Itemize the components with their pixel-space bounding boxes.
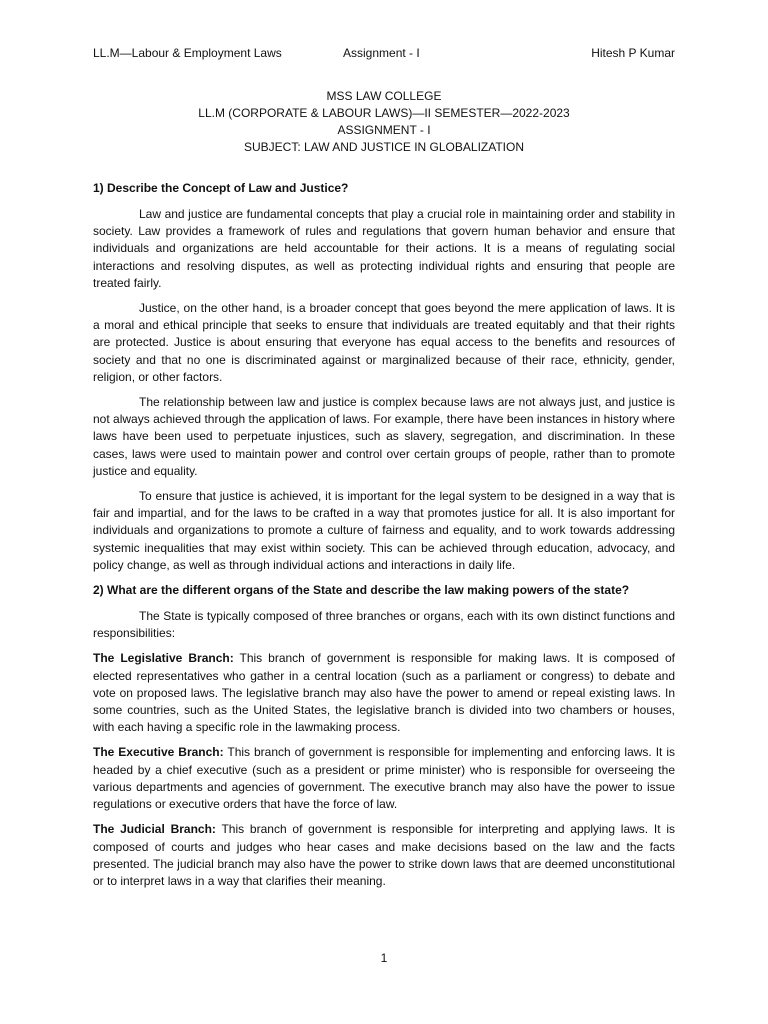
q1-paragraph: Justice, on the other hand, is a broader concept that goes beyond the mere application of laws. It is a moral and ethical principle that seeks to ensure that individuals are treated equitably and that their rights are protected. Justice is about ensuring that everyone has equal access to the benefits and resources of society and that no one is discriminated against or marginalized because of their race, ethnicity, gender, religion, or other factors. [93,301,675,384]
executive-branch-paragraph [93,744,675,813]
question-1-heading: 1) Describe the Concept of Law and Justice? [93,181,349,195]
q1-paragraph: The relationship between law and justice is complex because laws are not always just, and justice is not always achieved through the application of laws. For example, there have been instances in history where laws have been used to perpetuate injustices, such as slavery, segregation, and discrimination. In these cases, laws were used to maintain power and control over certain groups of people, rather than to promote justice and equality. [93,395,675,478]
header-author: Hitesh P Kumar [591,46,675,60]
legislative-branch-text: This branch of government is responsible for making laws. It is composed of elected representatives who gather in a central location (such as a parliament or congress) to debate and vote on proposed laws. The legislative branch may also have the power to amend or repeal existing laws. In some countries, such as the United States, the legislative branch is divided into two chambers or houses, with each having a specific role in the lawmaking process. [93,651,675,735]
judicial-branch-text: This branch of government is responsible for interpreting and applying laws. It is composed of courts and judges who hear cases and make decisions based on the law and the facts presented. The judicial branch may also have the power to strike down laws that are deemed unconstitutional or to interpret laws in a way that clarifies their meaning. [93,822,675,888]
legislative-branch-paragraph [93,650,675,736]
header-assignment: Assignment - I [343,46,420,60]
executive-branch-label: The Executive Branch: [93,745,224,760]
question-2-heading: 2) What are the different organs of the State and describe the law making powers of the state? [93,583,630,598]
q2-intro: The State is typically composed of three branches or organs, each with its own distinct functions and responsibilities: [93,609,675,641]
q1-paragraph: To ensure that justice is achieved, it is important for the legal system to be designed in a way that is fair and impartial, and for the laws to be crafted in a way that promotes justice for all. It is also important for individuals and organizations to promote a culture of fairness and equality, and to work towards addressing systemic inequalities that may exist within society. This can be achieved through education, advocacy, and policy change, as well as through individual actions and interactions in daily life. [93,489,675,572]
judicial-branch-paragraph [93,821,675,890]
q1-paragraph: Law and justice are fundamental concepts that play a crucial role in maintaining order and stability in society. Law provides a framework of rules and regulations that govern human behavior and ensure that individuals and organizations are held accountable for their actions. It is a means of regulating social interactions and resolving disputes, as well as protecting individual rights and ensuring that people are treated fairly. [93,207,675,290]
header-course: LL.M—Labour & Employment Laws [93,46,282,60]
page-number: 1 [380,951,388,965]
document-body [93,180,675,898]
title-block [93,88,675,156]
legislative-branch-label: The Legislative Branch: [93,651,234,666]
course-line: LL.M (CORPORATE & LABOUR LAWS)—II SEMESTER—2022-2023 [198,106,570,120]
page-header [93,45,675,61]
judicial-branch-label: The Judicial Branch: [93,822,216,837]
subject-line: SUBJECT: LAW AND JUSTICE IN GLOBALIZATION [243,140,525,154]
executive-branch-text: This branch of government is responsible for implementing and enforcing laws. It is headed by a chief executive (such as a president or prime minister) who is responsible for overseeing the various departments and agencies of government. The executive branch may also have the power to issue regulations or executive orders that have the force of law. [93,745,676,812]
page-footer [0,950,768,966]
college-name: MSS LAW COLLEGE [326,89,442,103]
assignment-title: ASSIGNMENT - I [337,123,431,137]
